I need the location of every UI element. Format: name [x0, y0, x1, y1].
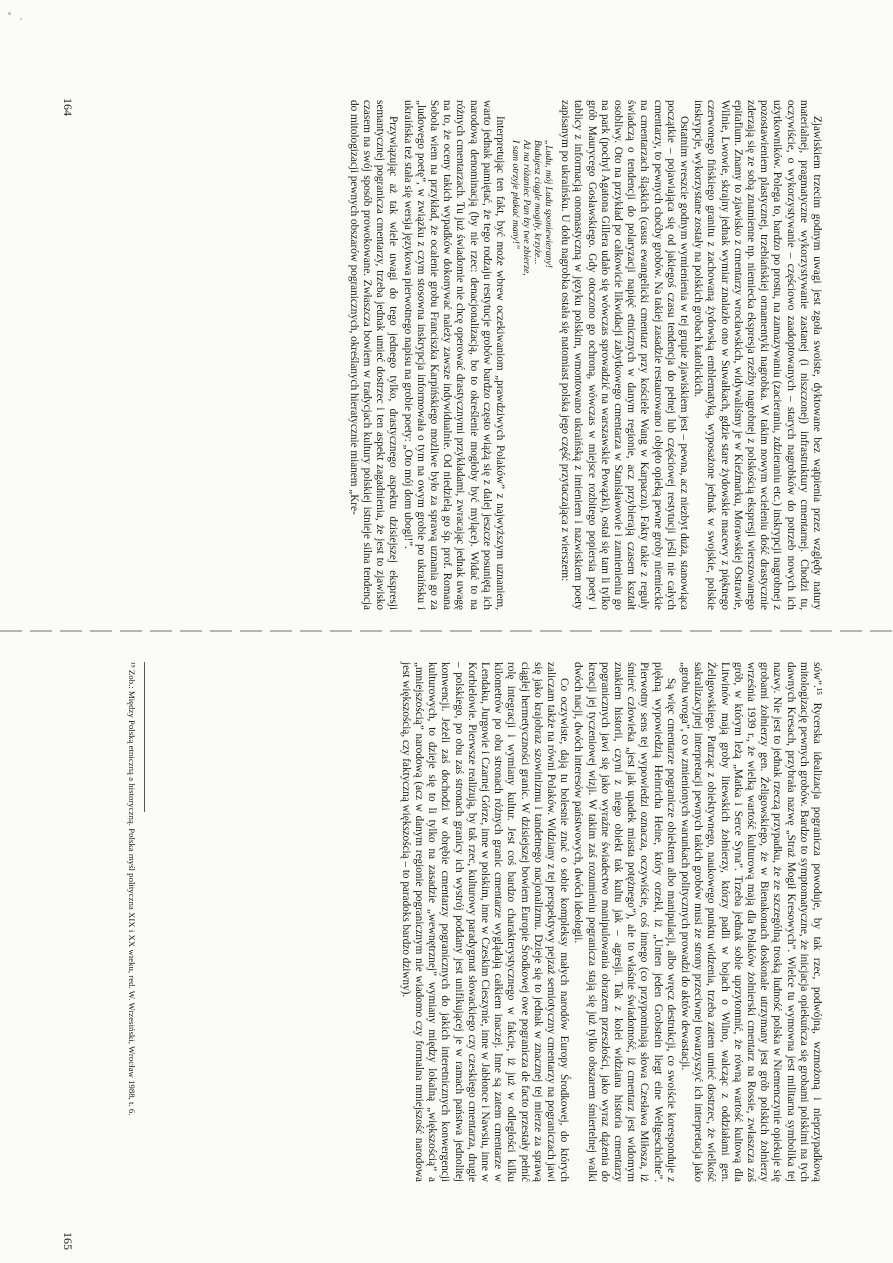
paragraph: Interpretując ten fakt, być może wbrew oczekiwaniom „prawdziwych Polaków” z najwyższym uznaniem, warto jednak pamiętać, że tego rodzaju restytucje grobów bardzo często wiążą się z dalej jeszcze posuniętą ich narodową denominacją (by nie rzec: denacjonalizacją, bo to określenie mogłoby być mylące). Widać to na różnych cmentarzach. Tu już świadomie nie chcę operować drastycznymi przykładami, zwracając jednak uwagę na to, że oceny takich wypadków dokonywać należy zawsze indywidualnie. Od niedzielą go śp. prof. Romana Sobola wiem na przykład, że ocalenie grobu Franciszka Karpińskiego możliwe było za sprawą uznania go za „ludowego poetę”, w związku z czym stosowna inskrypcja informowała o tym na owym grobie po ukraińsku i ukraińska też stała się wersja językowa pierwotnego napisu na grobie poety: „Oto mój dom ubogi!”. [401, 100, 506, 610]
right-page [0, 632, 893, 1263]
poem-line: „Ludu, mój Ludu sponiewierany! [542, 140, 554, 268]
paragraph: Zjawiskiem trzecim godnym uwagi jest zgoła swoiste, dyktowane bez wątpienia przez względy natury materialnej, pragmatyczne wykorzystywanie zastanej (i niszczonej) infrastruktury cmentarnej. Chodzi tu, oczywiście, o wykorzystywanie – częściowo zaadoptowanych – starych nagrobków do potrzeb nowych ich użytkowników. Polega to, bardzo po prostu, na zamazywaniu (zacieraniu, zdzieraniu etc.) inskrypcji nagrobnej z pozostawieniem plastycznej, trzebiańskiej ornamentyki nagrobka. W takim nowym wcieleniu dość drastycznie zderzają się ze sobą znamienne np. niemiecka ekspresja rzeźby nagrobnej z polskością ekspresji wierszowanego epitafium. Znamy to zjawisko z cmentarzy wrocławskich, widywaliśmy je w Kieźmarku, Morawskiej Ostrawie, Wilnie, Lwowie, skrajny jednak wymiar znalazło ono w Suwałkach, gdzie stare żydowskie macewy z pięknego czerwonego fińskiego granitu z zachowaną żydowską emblematyką, wyposażone jednak w swojskie, polskie inskrypcje, wykorzystane zostały na polskich grobach katolickich. [692, 100, 823, 610]
poem-quote [510, 140, 554, 610]
page-number: 164 [61, 98, 75, 116]
paragraph: Ostatnim wreszcie godnym wymienienia w tej grupie zjawiskiem jest – pewna, acz niezbyt duża, stanowiąca początkie – pojawiająca się od jakiegoś czasu tendencja do pełnej lub częściowej restytucji jeśli nie całych cmentarzy, to pewnych choćby grobów. Na takiej zasadzie restaurowano i objęto opieką pewne groby niemieckie na cmentarzach śląskich (casus ewangelicki cmentarz przy kościele Wang w Karpaczu). Fakty takie z reguły świadczą o tendencji do polaryzacji napięć etnicznych w danym regionie, acz przybierają czasem kształt osobliwy. Oto na przykład po całkowicie likwidacji zabytkowego cmentarza w Stanisławowie i zamienieniu go na park (pochyl Agatona Gillera udało się wówczas sprowadzić na warszawskie Powązki), ostał się tam li tylko grób Maurycego Gosławskiego. Gdy otoczono go ochroną, wówczas w miejsce rozbitego popiersia poety i tablicy z informacją onomastyczną w języku polskim, wmontowano ukraińską z imieniem i nazwiskiem poety zapisanym po ukraińsku. U dołu nagrobka ostała się natomiast polska jego część przytaczająca z wierszem: [559, 100, 690, 610]
page-number: 165 [61, 1232, 75, 1250]
left-page [0, 0, 893, 631]
paragraph: Co oczywiste, dają tu bolesnie znać o sobie kompleksy małych narodów Europy Środkowej, do których zaliczam także na równi Polaków. Widziany z tej perspektywy pejzaż semiotyczny cmentarzy na pograniczach jawi się jako krajobraz szowinizmu i tandetnego nacjonalizmu. Dzieje się to jednak w znacznej tej mierze za sprawą ciągłej hermetyczności granic. W dzisiejszej bowiem Europie Środkowej owe pogranicza de facto przestały pełnić rolę integracji i wymiany kultur. Jest coś bardzo charakterystycznego w fakcie, iż już w odległości kilku kilometrów po obu stronach różnych granic cmentarze wyglądają całkiem inaczej. Inne są zatem cmentarze w Lendaku, Jurgowie i Czarnej Górze, inne w polskim, inne w Czeskim Cieszynie, inne w Jabłonce i Nawsiu, inne w Korbielowie. Pierwsze realizują, by tak rzec, kulturowy paradygmat słowackiego czy czeskiego cmentarza, drugie – polskiego, po obu zaś stronach granicy ich wystrój poddany jest unifikującej je w ramach państwa jednolitej konwencji. Jeżeli zaś dochodzi w obrębie cmentarzy pogranicznych do jakich interetnicznych konwergencji kulturowych, to dzieje się to li tylko na zasadzie „wewnętrznej” wymiany między lokalną „większością” a „mniejszością” narodową (acz w danym regionie pogranicznym nie wiadomo czy formalna mniejszość narodowa jest większością, czy faktyczną większością – to paradoks bardzo dziwny). [399, 662, 571, 1182]
poem-line: Budujesz ciągle mogiły, krzyże... [531, 140, 543, 265]
paragraph: Są więc cmentarze pogranicze obiektem albo manipulacji, albo wręcz destrukcji, co swoiście koresponduje z piękną wypowiedzią Heinricha Heine, który orzekł, iż „Unten jeden Grobstein liegt eine Weltgeschichte”. Pierwotny sens tej wypowiedzi oznacza, oczywiście, coś innego (co przypominają słowa Czesława Miłosza, iż śmierć człowieka „jest jak upadek miasta potężnego”), ale to właśnie świadomość, iż cmentarz jest widomym znakiem historii, czyni z niego obiekt tak kultu jak – agresji. Tak z kolei widziana historia cmentarzy pogranicznych jawi się jako wyraźne świadectwo manipulowania obrazem przeszłości, jako wyraz dążenia do kreacji jej tyczeniowej wizji. W takim zaś rozumieniu pogranicza stają się już tylko obszarem śmiertelnej walki dwóch nacji, dwóch interesów państwowych, dwóch ideologii. [572, 662, 677, 1182]
paragraph: Przywiązując aż tak wiele uwagi do tego jednego tylko, drastycznego aspektu dzisiejszej ekspresji semantycznej pogranicza cmentarzy, trzeba jednak umieć dostrzec i ten aspekt zagadnienia, że jest to zjawisko czasem na swój sposób prowokowane. Zwłaszcza bowiem w tradycjach kultury polskiej istnieje silna tendencja do mitologizacji pewnych obszarów pogranicznych, określanych hieratycznie mianem „Kre- [347, 100, 400, 610]
poem-line: I sam otrzyje płakać many!” [509, 140, 521, 250]
footnote: ¹⁵ Zob.: Między Polską etniczną a historyczną. Polska myśl polityczna XIX i XX wieku, red. W. Wrzesiński, Wrocław 1988, t. 6. [127, 662, 137, 1116]
poem-line: Aż na różaniec Pan łzy twe zbierze, [520, 140, 532, 276]
paragraph: sów”.¹⁵ Rycerska idealizacja pogranicza powoduje, by tak rzec, podwójną, wzmożoną i nieprzypadkową mitologizację pewnych grobów. Bardzo to symptomatyczne, że inicjacja opiekuńcza się grobami polskimi na tych dawnych Kresach, przybrała nazwę „Straż Mogił Kresowych”. Wielce tu wymowna jest militarna symbolika tej nazwy. Nie jest to jednak rzeczą przypadku, że ze szczególną troską ludność polska w Niemenczynie opiekuje się grobami żołnierzy gen. Żeligowskiego, że w Bienakonach doskonale utrzymany jest grób polskich żołnierzy września 1939 r., że wielką wartość kulturową mają dla Polaków żołnierski cmentarz na Rossie, zwłaszcza zaś grób, w którym leżą „Matka i Serce Syna”. Trzeba jednak sobie uprzytomnić, że równą wartość kultową dla Litwinów mają groby litewskich żołnierzy, którzy padli w bojach o Wilno, walcząc z oddziałami gen. Żeligowskiego. Patrząc z obiektywnego, naukowego punktu widzenia, trzeba zatem umieć dostrzec, że wielkość sakralizacyjnej interpretacji pewnych takich grobów musi ze strony przeciwnej towarzyszyć ich interpretacja jako „grobu wroga”, co w zmienionych warunkach politycznych prowadzi do aktów dewastacji. [678, 662, 823, 1182]
right-page-text [399, 662, 824, 1182]
left-page-text [347, 100, 824, 610]
footnote-rule [144, 662, 145, 812]
